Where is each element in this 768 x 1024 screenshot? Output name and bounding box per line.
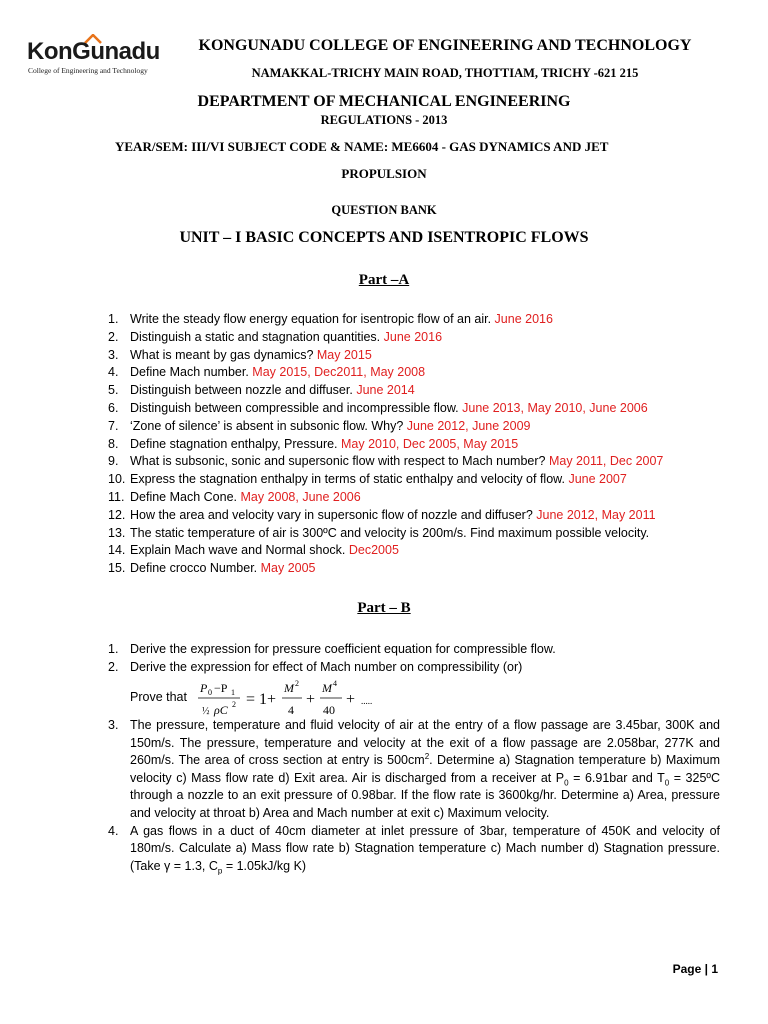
part-a-question	[108, 453, 720, 471]
question-text: Derive the expression for effect of Mach number on compressibility (or)	[130, 659, 523, 674]
svg-text:P: P	[200, 681, 208, 695]
question-number: 4.	[108, 823, 119, 838]
question-number: 11.	[108, 489, 125, 504]
question-number: 3.	[108, 347, 119, 362]
question-text: Define stagnation enthalpy, Pressure.	[130, 436, 342, 451]
question-number: 1.	[108, 312, 119, 326]
part-b-question	[108, 717, 720, 823]
regulations: REGULATIONS - 2013	[320, 113, 448, 127]
exam-date: June 2012, May 2011	[536, 507, 656, 522]
question-number: 4.	[108, 365, 119, 380]
superscript: 2	[424, 752, 430, 762]
exam-date: June 2016	[494, 312, 553, 326]
question-text: Explain Mach wave and Normal shock.	[130, 543, 349, 558]
question-text: Write the steady flow energy equation for isentropic flow of an air.	[130, 312, 495, 326]
svg-text:.....: .....	[361, 696, 373, 706]
part-a-title: Part –A	[358, 272, 410, 288]
svg-text:M: M	[284, 681, 294, 695]
question-text: The static temperature of air is 300ºC and velocity is 200m/s. Find maximum possible velocity.	[130, 525, 650, 540]
exam-date: June 2016	[383, 329, 443, 344]
part-b-question-list	[108, 641, 720, 677]
part-a-question	[108, 489, 720, 507]
part-b-heading	[0, 600, 768, 617]
compressibility-equation	[196, 676, 436, 720]
prove-label: Prove that	[130, 690, 187, 704]
part-a-question	[108, 507, 720, 525]
question-text: Define Mach number.	[130, 365, 253, 380]
department-title: DEPARTMENT OF MECHANICAL ENGINEERING	[197, 93, 571, 110]
question-number: 13.	[108, 525, 126, 540]
part-a-question	[108, 347, 720, 365]
question-number: 15.	[108, 561, 126, 576]
part-b-question	[108, 641, 720, 659]
question-number: 1.	[108, 642, 119, 656]
exam-date: May 2010, Dec 2005, May 2015	[341, 436, 519, 451]
prove-that-equation	[130, 676, 430, 720]
question-number: 8.	[108, 436, 119, 451]
question-text: = 6.91bar and T	[568, 770, 665, 785]
subject-line: YEAR/SEM: III/VI SUBJECT CODE & NAME: ME6604 - GAS DYNAMICS AND JET	[115, 139, 609, 154]
part-a-question	[108, 525, 720, 543]
svg-text:½: ½	[202, 706, 210, 717]
svg-text:1: 1	[231, 688, 235, 697]
question-text: Define Mach Cone.	[130, 489, 241, 504]
question-text: Derive the expression for pressure coefficient equation for compressible flow.	[130, 642, 556, 656]
question-text: . Determine a) Stagnation temperature b) Maximum velocity c) Mass flow rate d) Exit area. Air is discharged from a receiver at P	[130, 753, 720, 785]
part-b-question	[108, 659, 720, 677]
exam-date: June 2007	[568, 472, 627, 487]
question-text: Distinguish between nozzle and diffuser.	[130, 383, 357, 398]
question-text: The pressure, temperature and fluid velocity of air at the entry of a flow passage are 3.45bar, 300K and 150m/s. The pressure, temperature and velocity at the exit of a flow passage are 2.058bar, 277K and 260m/s. The area of cross section at entry is 500cm	[130, 718, 720, 768]
question-number: 2.	[108, 659, 119, 674]
part-a-question	[108, 542, 720, 560]
question-number: 2.	[108, 329, 119, 344]
exam-date: June 2012, June 2009	[406, 418, 531, 433]
question-number: 5.	[108, 383, 119, 398]
question-text: What is subsonic, sonic and supersonic flow with respect to Mach number?	[130, 454, 549, 469]
question-text: Express the stagnation enthalpy in terms of static enthalpy and velocity of flow.	[130, 472, 569, 487]
college-name: KONGUNADU COLLEGE OF ENGINEERING AND TECHNOLOGY	[198, 37, 692, 54]
question-number: 10.	[108, 472, 126, 487]
svg-text:M: M	[322, 681, 332, 695]
part-a-question	[108, 311, 720, 329]
part-b-title: Part – B	[357, 600, 411, 616]
svg-text:ρC: ρC	[214, 703, 228, 717]
svg-text:2: 2	[232, 700, 236, 709]
svg-text:4: 4	[333, 679, 337, 688]
subscript: 0	[664, 778, 670, 788]
logo-wordmark: KonGunadu	[27, 38, 160, 65]
logo-subtitle: College of Engineering and Technology	[28, 66, 148, 75]
question-text: = 1.05kJ/kg K)	[222, 858, 307, 873]
part-b-question-list-continued	[108, 717, 720, 875]
question-text: How the area and velocity vary in supersonic flow of nozzle and diffuser?	[130, 507, 537, 522]
svg-text:−P: −P	[214, 681, 228, 695]
college-logo	[24, 32, 160, 80]
part-a-question	[108, 329, 720, 347]
exam-date: May 2015, Dec2011, May 2008	[252, 365, 426, 380]
question-number: 14.	[108, 543, 126, 558]
question-text: What is meant by gas dynamics?	[130, 347, 317, 362]
exam-date: May 2015	[316, 347, 372, 362]
question-text: A gas flows in a duct of 40cm diameter at inlet pressure of 3bar, temperature of 450K and velocity of 180m/s. Calculate a) Mass flow rate b) Stagnation temperature c) Mach number d) Stagnation pressure. (Take γ = 1.3, C	[130, 823, 720, 873]
exam-date: June 2013, May 2010, June 2006	[462, 400, 648, 415]
svg-text:= 1+: = 1+	[246, 691, 277, 708]
part-a-question-list	[108, 311, 720, 578]
part-a-question	[108, 471, 720, 489]
part-a-question	[108, 382, 720, 400]
unit-title: UNIT – I BASIC CONCEPTS AND ISENTROPIC FLOWS	[179, 229, 589, 246]
part-a-question	[108, 364, 720, 382]
exam-date: May 2008, June 2006	[240, 489, 361, 504]
question-text: ‘Zone of silence’ is absent in subsonic flow. Why?	[130, 418, 407, 433]
svg-text:0: 0	[208, 688, 212, 697]
part-b-question	[108, 823, 720, 876]
college-address: NAMAKKAL-TRICHY MAIN ROAD, THOTTIAM, TRICHY -621 215	[251, 66, 639, 80]
part-a-question	[108, 560, 720, 578]
part-a-question	[108, 436, 720, 454]
subject-line-continued: PROPULSION	[341, 166, 427, 181]
question-text: = 325ºC through a nozzle to an exit pressure of 0.98bar. If the flow rate is 3600kg/hr. Determine a) Area, pressure and velocity at throat b) Area and Mach number at exit c) Maximum velocity.	[130, 770, 720, 820]
svg-text:+: +	[346, 691, 356, 708]
exam-date: June 2014	[356, 383, 415, 398]
question-number: 12.	[108, 507, 126, 522]
exam-date: May 2005	[260, 561, 316, 576]
question-bank-title: QUESTION BANK	[331, 203, 437, 217]
question-text: Distinguish a static and stagnation quantities.	[130, 329, 384, 344]
question-text: Define crocco Number.	[130, 561, 261, 576]
part-a-question	[108, 418, 720, 436]
question-number: 6.	[108, 400, 119, 415]
subscript: p	[217, 866, 223, 876]
exam-date: Dec2005	[348, 543, 399, 558]
svg-text:2: 2	[295, 679, 299, 688]
part-a-question	[108, 400, 720, 418]
svg-text:+: +	[306, 691, 316, 708]
part-a-heading	[0, 272, 768, 289]
question-text: Distinguish between compressible and incompressible flow.	[130, 400, 463, 415]
page-number: Page | 1	[672, 962, 718, 976]
question-number: 7.	[108, 418, 119, 433]
subscript: 0	[564, 778, 569, 788]
exam-date: May 2011, Dec 2007	[548, 454, 664, 469]
svg-text:40: 40	[323, 703, 335, 717]
question-number: 3.	[108, 718, 119, 732]
svg-text:4: 4	[288, 703, 294, 717]
question-number: 9.	[108, 454, 119, 469]
